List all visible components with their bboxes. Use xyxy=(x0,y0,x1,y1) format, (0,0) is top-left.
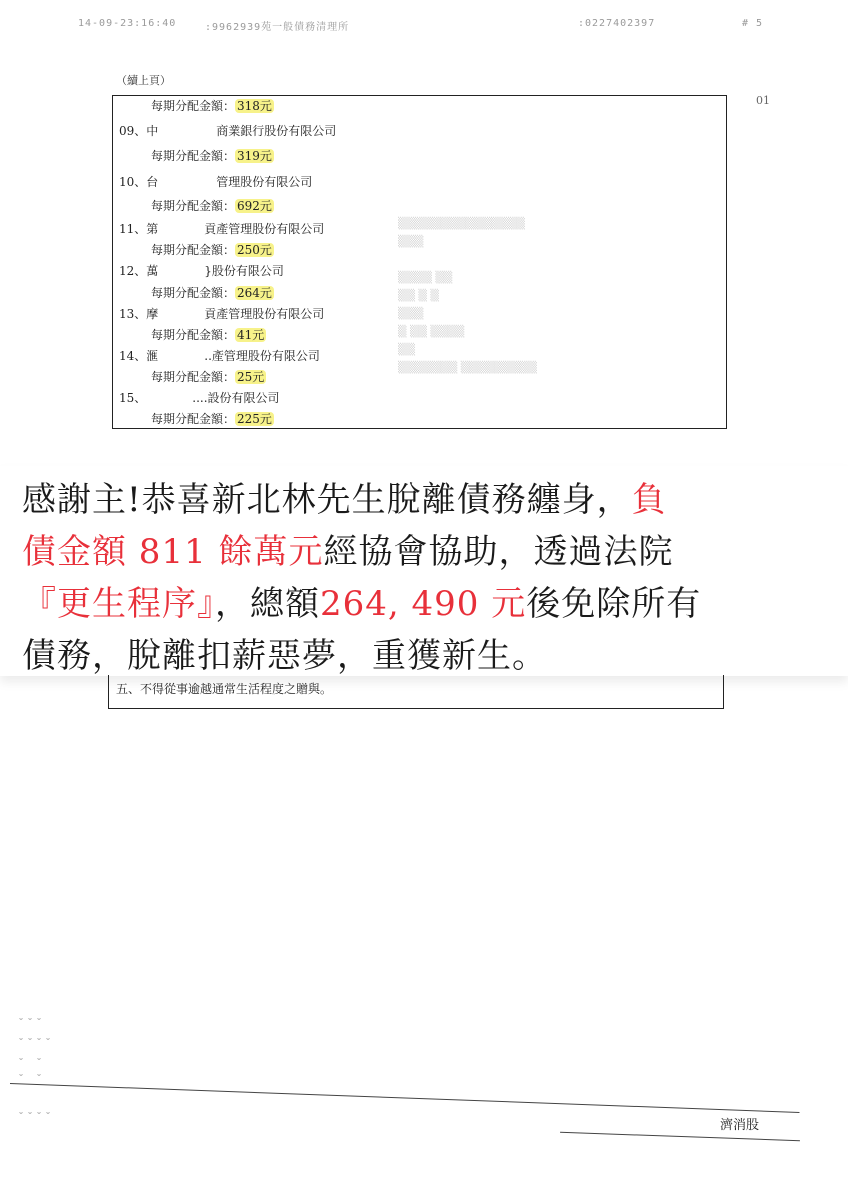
amount-value: 25元 xyxy=(237,370,265,384)
punch-hole-mark: ˘ ˘ xyxy=(18,1058,46,1069)
amount-row: 每期分配金額： 250元 xyxy=(151,243,272,257)
creditor-entry: 14、滙 ..產管理股份有限公司 xyxy=(119,349,320,363)
creditor-entry: 09、中 商業銀行股份有限公司 xyxy=(119,124,337,138)
amount-value: 319元 xyxy=(237,149,272,163)
amount-value: 264元 xyxy=(237,286,272,300)
creditor-entry: 11、第 貢產管理股份有限公司 xyxy=(119,222,325,236)
creditor-list-box xyxy=(112,95,727,429)
amount-row: 每期分配金額： 692元 xyxy=(151,199,272,213)
signature-line xyxy=(560,1132,800,1141)
punch-hole-mark: ˘˘˘˘ xyxy=(18,1112,55,1123)
amount-value: 692元 xyxy=(237,199,272,213)
punch-hole-mark: ˘˘˘ xyxy=(18,1018,46,1029)
divider-line xyxy=(10,1083,800,1113)
fax-sender: :9962939苑一般債務清理所 xyxy=(205,22,350,33)
punch-hole-mark: ˘˘˘˘ xyxy=(18,1038,55,1049)
continue-label: （續上頁） xyxy=(116,74,171,87)
amount-value: 225元 xyxy=(237,412,272,426)
amount-row: 每期分配金額： 225元 xyxy=(151,412,272,426)
creditor-entry: 10、台 管理股份有限公司 xyxy=(119,175,313,189)
amount-row: 每期分配金額： 264元 xyxy=(151,286,272,300)
department-label: 濟消股 xyxy=(720,1118,760,1133)
clause-text: 五、不得從事逾越通常生活程度之贈與。 xyxy=(116,682,333,696)
amount-row: 每期分配金額： 25元 xyxy=(151,370,265,384)
page-mark: 01 xyxy=(756,94,770,107)
fax-number: :0227402397 xyxy=(578,18,656,29)
creditor-entry: 15、 ....設份有限公司 xyxy=(119,391,280,405)
creditor-entry: 12、萬 }股份有限公司 xyxy=(119,264,284,278)
fax-page: # 5 xyxy=(742,18,764,29)
fax-header xyxy=(0,18,848,38)
creditor-entry: 13、摩 貢產管理股份有限公司 xyxy=(119,307,325,321)
amount-row: 每期分配金額： 319元 xyxy=(151,149,272,163)
amount-value: 250元 xyxy=(237,243,272,257)
announcement-text: 感謝主!恭喜新北林先生脫離債務纏身，負 債金額 811 餘萬元經協會協助，透過法院 『更生程序』，總額264, 490 元後免除所有 債務，脫離扣薪惡夢，重獲新生。 xyxy=(22,480,702,676)
fax-timestamp: 14-09-23:16:40 xyxy=(78,18,177,29)
amount-row: 每期分配金額： 41元 xyxy=(151,328,265,342)
amount-value: 318元 xyxy=(237,99,272,113)
amount-value: 41元 xyxy=(237,328,265,342)
bleed-through-background: ▒▒▒▒▒▒▒▒▒▒▒▒▒▒▒ ▒▒▒ ▒▒▒▒ ▒▒ ▒▒ ▒ ▒ ▒▒▒ ▒ ▒▒ ▒▒▒▒ ▒▒ ▒▒▒▒▒▒▒ ▒▒▒▒▒▒▒▒▒ xyxy=(398,217,537,374)
amount-row: 每期分配金額： 318元 xyxy=(151,99,272,113)
punch-hole-mark: ˘ ˘ xyxy=(18,1074,46,1085)
